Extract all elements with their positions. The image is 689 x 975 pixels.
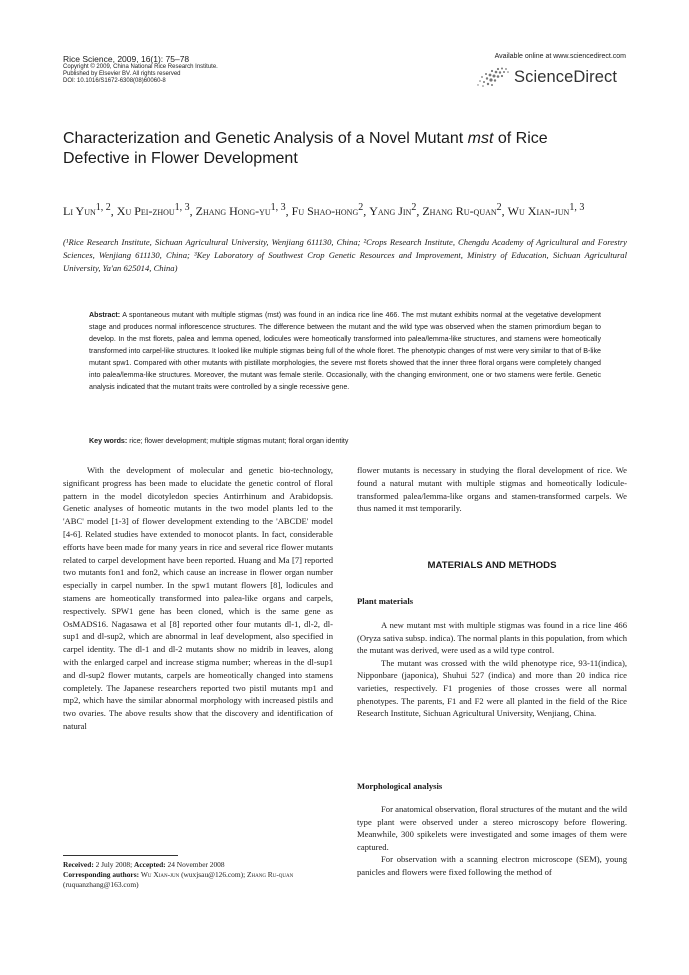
section-heading: MATERIALS AND METHODS bbox=[427, 560, 557, 571]
intro-paragraph: With the development of molecular and genetic bio-technology, significant progress has been made to elucidate the genetic control of floral pattern in the model dicotyledon species Antirrhinum and Arabidopsis. Genetic analyses of homeotic mutants in the two model plants led to the 'ABC' model [1-3] of flower development extending to the 'ABCDE' model [4-6]. Related studies have extended to monocot plants. In fact, considerable efforts have been made for many years in rice and several rice flower mutants related to carpel development have been reported. Huang and Ma [7] reported two mutants fon1 and fon2, which cause an increase in flower organ number especially in carpel number. In the spw1 mutant flowers [8], lodicules and stamens are homeotically transformed into palea-like organs and carpels, respectively. SPW1 gene has been cloned, which is the same gene as OsMADS16. Nagasawa et al [8] reported other four mutants dl-1, dl-2, dl-sup1 and dl-sup2, which are abnormal in leaf development, also specified in carpel identity. The dl-1 and dl-2 mutants show no midrib in leaves, along with the enlarged carpel and increase stigma number; whereas in the dl-sup1 and dl-sup2 flower mutants, carpels are homeotically changed into stamens completely. The Japanese researchers reported two pistil mutants mp1 and mp2, which have the similar abnormal morphology with increased pistils and two ovaries. The above results show that the discovery and identification of natural bbox=[63, 465, 333, 731]
available-online-text: Available online at www.sciencedirect.com bbox=[494, 53, 626, 60]
title-part-1: Characterization and Genetic Analysis of a Novel Mutant bbox=[63, 130, 468, 147]
abstract bbox=[89, 309, 601, 393]
keywords-label: Key words: bbox=[89, 437, 128, 445]
sciencedirect-logo bbox=[470, 66, 630, 90]
intro-paragraph-continued: flower mutants is necessary in studying the floral development of rice. We found a natural mutant with multiple stigmas and homeotically lodicule-transformed palea/lemma-like organs and stamen-transformed carpels. We thus named it mst temporarily. bbox=[357, 465, 627, 514]
keywords-text: rice; flower development; multiple stigmas mutant; floral organ identity bbox=[129, 437, 349, 445]
affiliations: (¹Rice Research Institute, Sichuan Agricultural University, Wenjiang 611130, China; ²Crops Research Institute, Chengdu Academy of Agricultural and Forestry Sciences, Wenjiang 611130, China; ³Key Laboratory of Southwest Crop Genetic Resources and Improvement, Ministry of Education, Sichuan Agricultural University, Ya'an 625014, China) bbox=[63, 237, 627, 273]
received-label: Received: bbox=[63, 860, 94, 869]
doi-line: DOI: 10.1016/S1672-6308(08)60060-8 bbox=[63, 78, 166, 84]
footnote-divider bbox=[63, 855, 178, 856]
plant-materials-paragraph-2: The mutant was crossed with the wild phenotype rice, 93-11(indica), Nipponbare (japonica), Shuhui 527 (indica) and more than 20 indica rice varieties, respectively. F1 progenies of those crosses were all normal phenotypes. The parents, F1 and F2 were all planted in the field of the Rice Research Institute, Sichuan Agricultural University, Wenjiang, China. bbox=[357, 657, 627, 719]
paper-title bbox=[63, 129, 603, 168]
author-affil-sup: 1, 3 bbox=[270, 202, 286, 213]
subsection-heading-plant-materials: Plant materials bbox=[357, 596, 414, 606]
corresponding-email-2: (ruquanzhang@163.com) bbox=[63, 880, 139, 889]
author-affil-sup: 2 bbox=[358, 202, 364, 213]
author-affil-sup: 2 bbox=[496, 202, 502, 213]
corresponding-author-1: Wu Xian-jun bbox=[140, 870, 180, 879]
corresponding-author-2: Zhang Ru-quan bbox=[247, 870, 294, 879]
author-name: Fu Shao-hong bbox=[291, 204, 359, 218]
morphology-paragraph-1: For anatomical observation, floral structures of the mutant and the wild type plant were observed under a stereo microscopy before flowering. Meanwhile, 300 spikelets were investigated and some images of them were captured. bbox=[357, 804, 627, 852]
journal-header bbox=[63, 54, 218, 85]
subsection-heading-morphology: Morphological analysis bbox=[357, 781, 443, 791]
title-mutant-name: mst bbox=[467, 130, 494, 147]
author-name: Xu Pei-zhou bbox=[116, 204, 175, 218]
body-left-column bbox=[63, 464, 333, 733]
journal-citation: Rice Science, 2009, 16(1): 75–78 bbox=[63, 54, 190, 64]
corresponding-email-1: (wuxjsau@126.com); bbox=[181, 870, 246, 879]
author-affil-sup: 1, 2 bbox=[95, 202, 111, 213]
author-name: Zhang Ru-quan bbox=[422, 204, 497, 218]
author-affil-sup: 2 bbox=[411, 202, 417, 213]
author-affil-sup: 1, 3 bbox=[569, 202, 585, 213]
morphology-text bbox=[357, 803, 627, 878]
abstract-text: A spontaneous mutant with multiple stigmas (mst) was found in an indica rice line 466. The mst mutant exhibits normal at the vegetative development stage and produces normal inflorescence structures. The difference between the mutant and the wild type was observed when the stamen primordium began to develop. In the mst florets, palea and lemma opened, lodicules were homeotically transformed into palea/lemma-like structures, and stamens were homeotically transformed into carpel-like structures. It looked like multiple stigmas being full of the whole floret. The phenotypic changes of mst were very similar to that of B-like mutant spw1. Compared with other mutants with pistillate morphologies, the severe mst florets showed that the inner three floral organs were completely changed into palea/lemma-like structures. Moreover, the mutant was female sterile. Occasionally, with the changing environment, one or two stamens were fertile. Genetic analysis indicated that the mutant traits were controlled by a single recessive gene. bbox=[89, 311, 601, 392]
author-name: Yang Jin bbox=[369, 204, 412, 218]
abstract-label: Abstract: bbox=[89, 311, 121, 319]
plant-materials-paragraph-1: A new mutant mst with multiple stigmas was found in a rice line 466 (Oryza sativa subsp. indica). The normal plants in this population, from which the mutant was derived, were used as a wild type control. bbox=[357, 620, 627, 656]
sciencedirect-wordmark: ScienceDirect bbox=[514, 68, 618, 86]
received-date: 2 July 2008; bbox=[95, 860, 133, 869]
author-list: Li Yun$^{1, 2}$, Xu Pei-zhou$^{1, 3}$, Zhang Hong-yu$^{1, 3}$, Fu Shao-hong$^2$, Yang Jin$^2$, Zhang Ru-quan$^2$, Wu Xian-jun$^{1, 3}$ bbox=[63, 202, 585, 218]
footnote bbox=[63, 860, 333, 890]
sciencedirect-dots-icon bbox=[470, 66, 510, 88]
plant-materials-text bbox=[357, 619, 627, 720]
accepted-date: 24 November 2008 bbox=[167, 860, 225, 869]
body-right-column-top bbox=[357, 464, 627, 515]
title-part-2: of Rice Defective in Flower Development bbox=[63, 130, 548, 167]
corresponding-label: Corresponding authors: bbox=[63, 870, 140, 879]
author-name: Zhang Hong-yu bbox=[195, 204, 271, 218]
morphology-paragraph-2: For observation with a scanning electron microscope (SEM), young panicles and flowers were fixed following the method of bbox=[357, 854, 627, 877]
availability-header bbox=[460, 53, 626, 60]
author-name: Li Yun bbox=[63, 204, 96, 218]
publisher-line: Published by Elsevier BV. All rights reserved bbox=[63, 71, 181, 77]
author-name: Wu Xian-jun bbox=[507, 204, 570, 218]
accepted-label: Accepted: bbox=[134, 860, 166, 869]
author-affil-sup: 1, 3 bbox=[174, 202, 190, 213]
keywords bbox=[89, 436, 601, 446]
copyright-line: Copyright © 2009, China National Rice Research Institute. bbox=[63, 64, 218, 70]
